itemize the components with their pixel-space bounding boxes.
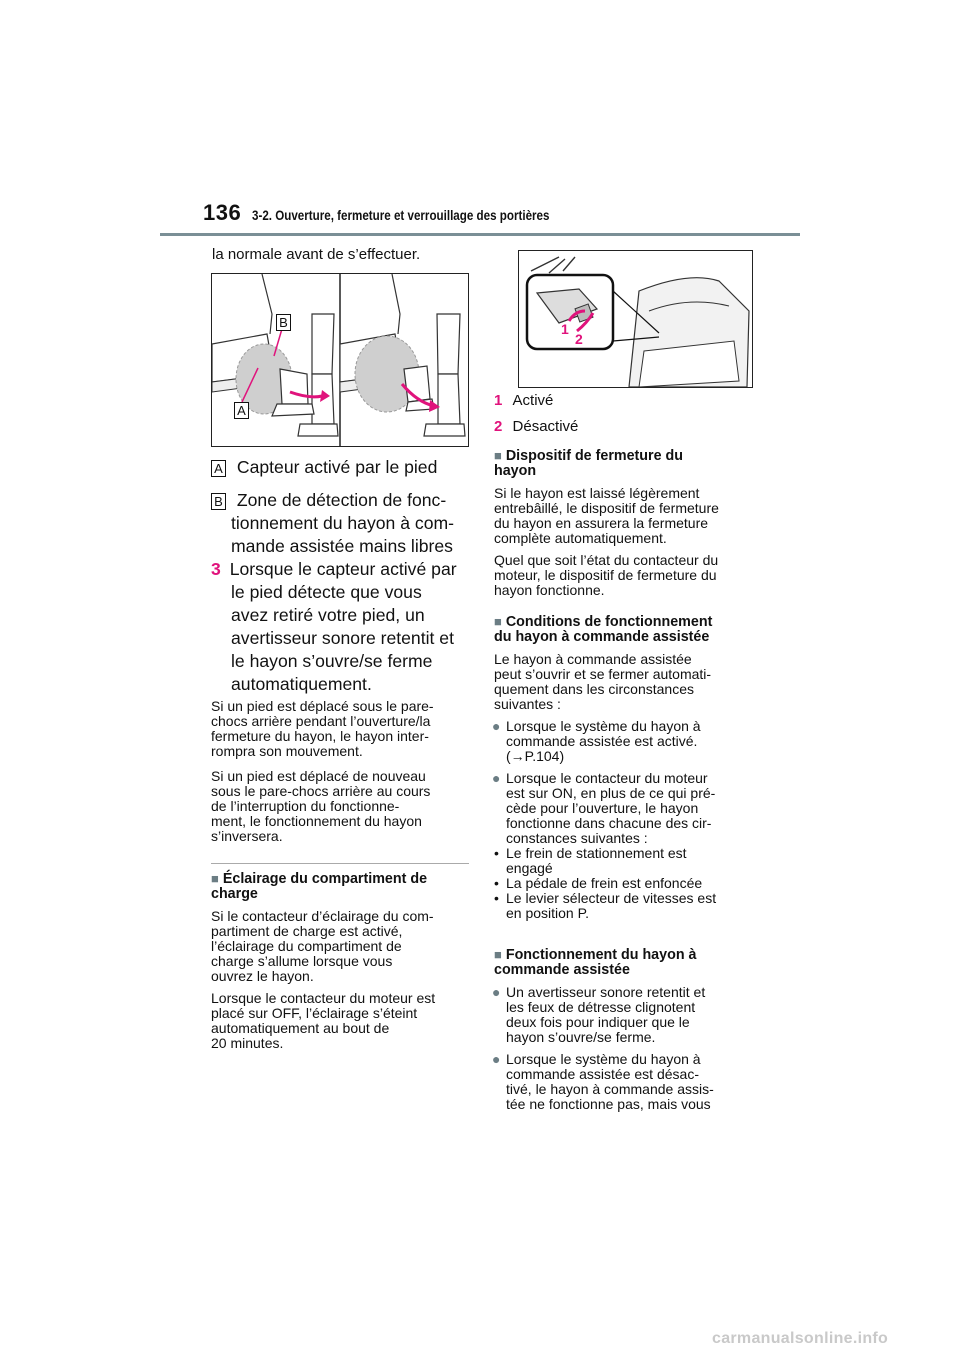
note-1-line-3: fermeture du hayon, le hayon inter- [211,728,429,744]
dispositif-p2-line-3: hayon fonctionne. [494,582,605,598]
conditions-b2-line-1: Lorsque le contacteur du moteur [506,770,708,786]
legend-b-line-3: mande assistée mains libres [231,536,453,556]
eclairage-p2-line-2: placé sur OFF, l’éclairage s’éteint [211,1005,418,1021]
fonctionnement-title-line-1: Fonctionnement du hayon à [505,947,697,963]
note-2-line-1: Si un pied est déplacé de nouveau [211,768,426,784]
eclairage-title [211,871,473,902]
fonctionnement-title [494,947,764,978]
eclairage-title-line-1: Éclairage du compartiment de [222,871,428,887]
note-2-line-3: de l’interruption du fonctionne- [211,798,400,814]
legend-b [211,489,481,558]
item-2-number: 2 [494,418,503,435]
dispositif-marker: ■ [494,448,502,463]
sub-bullet-icon: • [494,890,499,906]
item-1-text: Activé [512,392,554,409]
note-2-line-2: sous le pare-chocs arrière au cours [211,783,431,799]
foot-sensor-illustration [212,274,468,446]
legend-b-line-1: Zone de détection de fonc- [236,490,447,510]
eclairage-p1 [211,909,473,984]
legend-b-line-2: tionnement du hayon à com- [231,513,454,533]
conditions-bullet-2 [494,771,764,846]
item-1-number: 1 [494,392,503,409]
dispositif-p2 [494,553,764,598]
conditions-title-line-1: Conditions de fonctionnement [505,614,713,630]
figure-label-a: A [234,402,249,419]
dispositif-p2-line-2: moteur, le dispositif de fermeture du [494,567,717,583]
eclairage-p1-line-2: partiment de charge est activé, [211,923,403,939]
dispositif-title [494,448,764,479]
section-divider [211,863,469,864]
conditions-b2-line-4: fonctionne dans chacune des cir- [506,815,712,831]
conditions-sub-1-line-2: engagé [506,860,553,876]
conditions-sub-2 [494,876,764,891]
note-2 [211,769,473,844]
dispositif-p1-line-2: entrebâillé, le dispositif de fermeture [494,500,719,516]
conditions-p1-line-4: suivantes : [494,696,561,712]
dispositif-p1-line-1: Si le hayon est laissé légèrement [494,485,700,501]
bullet-icon: ● [492,1051,501,1067]
fonctionnement-b1-line-4: hayon s’ouvre/se ferme. [506,1029,656,1045]
conditions-b1-line-2: commande assistée est activé. [506,733,698,749]
conditions-b2-line-2: est sur ON, en plus de ce qui pré- [506,785,716,801]
fonctionnement-b1-line-1: Un avertisseur sonore retentit et [506,984,706,1000]
section-eclairage [211,871,473,1051]
note-2-line-5: s’inversera. [211,828,283,844]
conditions-b1-line-3: (→P.104) [506,748,565,764]
intro-text: la normale avant de s’effectuer. [212,246,421,263]
sub-bullet-icon: • [494,845,499,861]
eclairage-p2-line-4: 20 minutes. [211,1035,284,1051]
conditions-sub-3-line-2: en position P. [506,905,590,921]
conditions-sub-2-line-1: La pédale de frein est enfoncée [506,875,703,891]
step-3-line-4: avertisseur sonore retentit et [231,628,454,648]
conditions-b1-line-1: Lorsque le système du hayon à [506,718,701,734]
fonctionnement-marker: ■ [494,947,502,962]
conditions-sub-1 [494,846,764,876]
note-1 [211,699,473,759]
conditions-b2-line-3: cède pour l’ouverture, le hayon [506,800,699,816]
dispositif-p1 [494,486,764,546]
eclairage-title-line-2: charge [211,886,258,902]
dispositif-p1-line-3: du hayon en assurera la fermeture [494,515,709,531]
bullet-icon: ● [492,984,501,1000]
figure-label-2: 2 [575,331,583,347]
section-title: 3-2. Ouverture, fermeture et verrouillage des portières [252,208,550,223]
eclairage-p1-line-4: charge s’allume lorsque vous [211,953,393,969]
figure-label-1: 1 [561,321,569,337]
step-3-line-5: le hayon s’ouvre/se ferme [231,651,433,671]
fonctionnement-b2-line-1: Lorsque le système du hayon à [506,1051,701,1067]
item-2 [494,418,578,435]
eclairage-p1-line-1: Si le contacteur d’éclairage du com- [211,908,434,924]
section-conditions [494,614,764,921]
conditions-title [494,614,764,645]
section-fonctionnement [494,947,764,1112]
page-number: 136 [203,200,242,225]
section-dispositif [494,448,764,598]
note-1-line-1: Si un pied est déplacé sous le pare- [211,698,434,714]
conditions-sub-3-line-1: Le levier sélecteur de vitesses est [506,890,717,906]
conditions-p1-line-2: peut s’ouvrir et se fermer automati- [494,666,712,682]
legend-a [211,456,471,479]
eclairage-p1-line-5: ouvrez le hayon. [211,968,314,984]
fonctionnement-title-line-2: commande assistée [494,962,630,978]
header-rule [160,233,800,236]
conditions-p1-line-1: Le hayon à commande assistée [494,651,692,667]
conditions-sub-1-line-1: Le frein de stationnement est [506,845,687,861]
figure-label-b: B [276,314,291,331]
dispositif-p1-line-4: complète automatiquement. [494,530,667,546]
step-3-line-3: avez retiré votre pied, un [231,605,425,625]
eclairage-marker: ■ [211,871,219,886]
fonctionnement-b1-line-2: les feux de détresse clignotent [506,999,696,1015]
bullet-icon: ● [492,718,501,734]
conditions-marker: ■ [494,614,502,629]
dispositif-title-line-2: hayon [494,463,537,479]
item-1 [494,392,553,409]
step-3-line-6: automatiquement. [231,674,372,694]
fonctionnement-b2-line-4: tée ne fonctionne pas, mais vous [506,1096,711,1112]
legend-a-marker: A [211,460,226,477]
sub-bullet-icon: • [494,875,499,891]
conditions-p1-line-3: quement dans les circonstances [494,681,694,697]
dispositif-title-line-1: Dispositif de fermeture du [505,448,683,464]
dispositif-p2-line-1: Quel que soit l’état du contacteur du [494,552,719,568]
step-3 [211,558,481,696]
conditions-bullet-1 [494,719,764,764]
watermark: carmanualsonline.info [712,1330,889,1347]
fonctionnement-b1-line-3: deux fois pour indiquer que le [506,1014,690,1030]
step-3-line-2: le pied détecte que vous [231,582,422,602]
conditions-p1 [494,652,764,712]
step-3-line-1: Lorsque le capteur activé par [229,559,457,579]
conditions-b2-line-5: constances suivantes : [506,830,648,846]
fonctionnement-b2-line-3: tivé, le hayon à commande assis- [506,1081,714,1097]
conditions-title-line-2: du hayon à commande assistée [494,629,710,645]
eclairage-p2-line-3: automatiquement au bout de [211,1020,390,1036]
fonctionnement-bullet-2 [494,1052,764,1112]
eclairage-p1-line-3: l’éclairage du compartiment de [211,938,402,954]
conditions-sub-3 [494,891,764,921]
eclairage-p2-line-1: Lorsque le contacteur du moteur est [211,990,436,1006]
item-2-text: Désactivé [512,418,579,435]
step-3-number: 3 [211,559,221,579]
fonctionnement-b2-line-2: commande assistée est désac- [506,1066,699,1082]
note-1-line-2: chocs arrière pendant l’ouverture/la [211,713,431,729]
fonctionnement-bullet-1 [494,985,764,1045]
note-2-line-4: ment, le fonctionnement du hayon [211,813,422,829]
legend-a-text: Capteur activé par le pied [236,457,438,477]
switch-figure [518,250,753,388]
bullet-icon: ● [492,770,501,786]
switch-illustration [519,251,752,387]
note-1-line-4: rompra son mouvement. [211,743,363,759]
foot-sensor-figure [211,273,469,447]
legend-b-marker: B [211,493,226,510]
eclairage-p2 [211,991,473,1051]
